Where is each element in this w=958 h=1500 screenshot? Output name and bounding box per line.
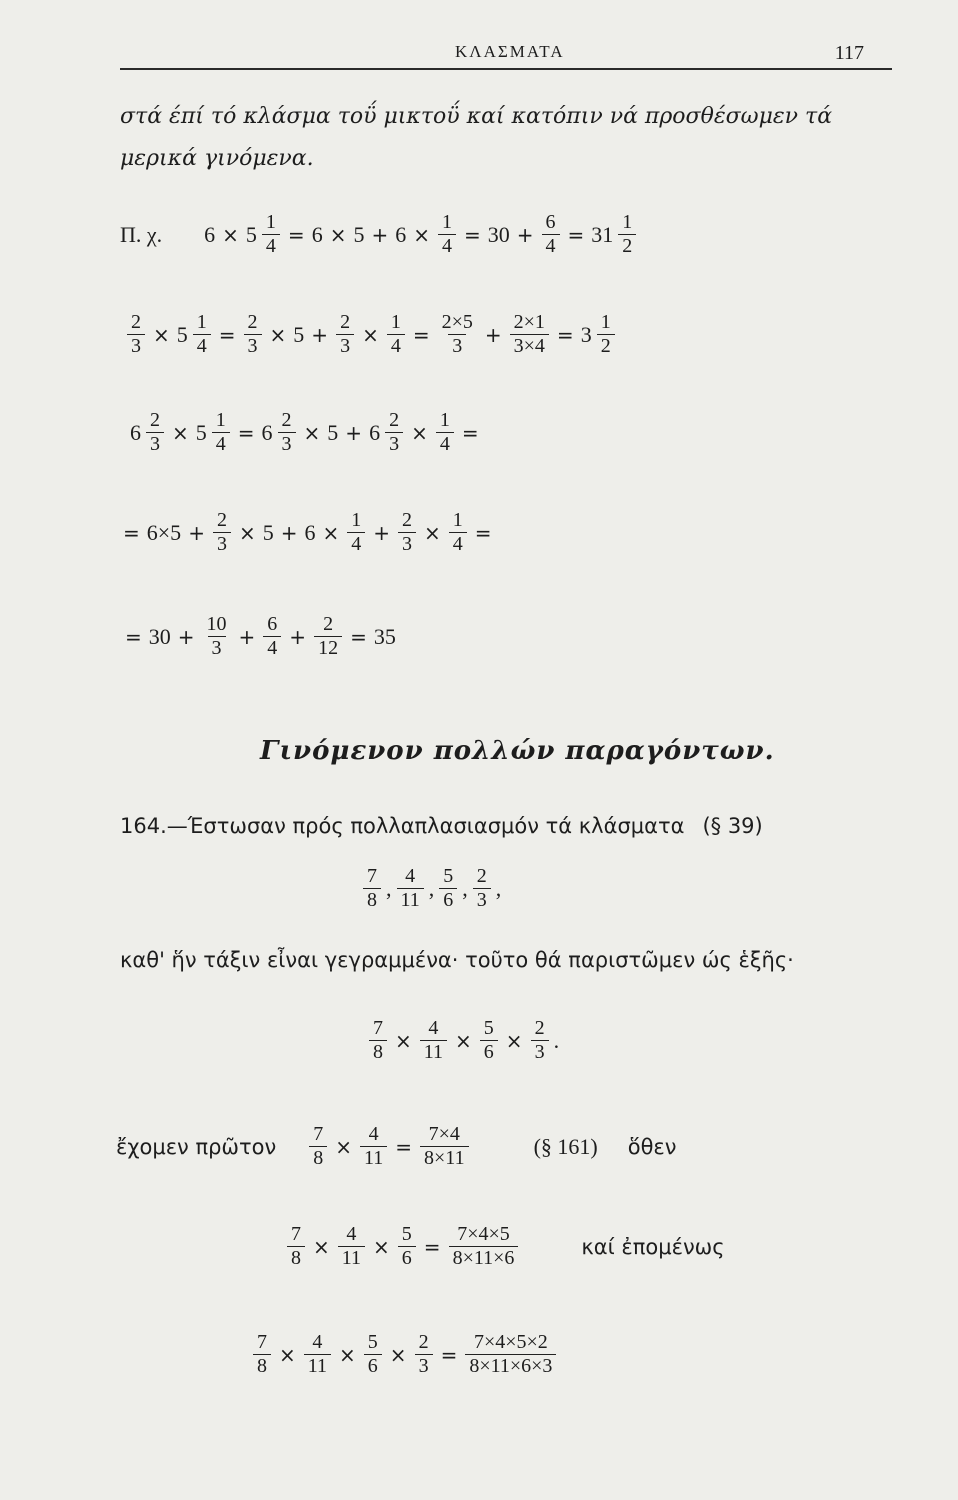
fraction [436,410,454,455]
numerator: 2×1 [513,311,545,333]
fraction [203,614,231,659]
number: 6 [311,221,323,247]
numerator: 7 [257,1331,267,1353]
denominator: 6 [439,888,457,911]
intro-line-2: μερικά γινόμενα. [120,146,314,171]
denominator: 4 [212,432,230,455]
number: 6 [204,221,216,247]
equals-sign: = [423,1234,441,1259]
equals-sign: = [556,322,574,347]
first-step [116,1124,677,1169]
denominator: 6 [398,1246,416,1269]
times-sign: × [313,1234,330,1259]
fraction [244,312,262,357]
denominator: 8 [253,1354,271,1377]
fraction [369,1018,387,1063]
times-sign: × [172,420,189,445]
hence-word: ὅθεν [627,1134,677,1159]
fraction [287,1224,305,1269]
numerator: 1 [351,509,362,531]
fraction [618,212,636,257]
numerator: 2 [418,1331,429,1353]
numerator: 1 [600,311,611,333]
equals-sign: = [440,1342,458,1367]
numerator: 1 [215,409,226,431]
fraction-list [360,866,503,911]
fraction [473,866,491,911]
denominator: 8 [369,1040,387,1063]
fraction [193,312,211,357]
denominator: 2 [618,234,636,257]
denominator: 11 [420,1040,447,1063]
fraction [438,212,456,257]
numerator: 5 [401,1223,412,1245]
denominator: 8×11×6 [449,1246,519,1269]
section-reference: (§ 39) [702,814,763,838]
denominator: 3 [278,432,296,455]
numerator: 4 [405,865,416,887]
numerator: 4 [312,1331,323,1353]
denominator: 3 [213,532,231,555]
fraction [510,312,549,357]
equation-4 [118,510,497,555]
fraction [363,866,381,911]
number: 35 [373,623,396,649]
times-sign: × [389,1342,407,1367]
fraction [263,614,281,659]
denominator: 4 [263,636,281,659]
denominator: 6 [364,1354,382,1377]
denominator: 3 [127,334,145,357]
numerator: 2 [340,311,351,333]
plus-sign: + [238,624,256,649]
equals-sign: = [287,222,305,247]
denominator: 8×11×6×3 [465,1354,556,1377]
times-sign: × [339,1342,356,1367]
denominator: 11 [397,888,424,911]
numerator: 1 [622,211,633,233]
times-sign: × [303,420,321,445]
number: 6 [369,419,381,445]
denominator: 8×11 [420,1146,469,1169]
number: 5 [245,221,257,247]
equals-sign: = [237,420,255,445]
fraction [465,1332,556,1377]
period: . [553,1027,560,1053]
comma: , [428,875,435,901]
equation-2 [124,312,618,357]
fraction [360,1124,387,1169]
plus-sign: + [516,222,534,247]
times-sign: × [505,1028,523,1053]
fraction [212,410,230,455]
fraction [314,614,342,659]
times-sign: × [373,1234,390,1259]
equals-sign: = [125,624,142,649]
numerator: 4 [346,1223,357,1245]
section-reference: (§ 161) [533,1133,598,1159]
number: 5 [262,519,274,545]
denominator: 4 [542,234,560,257]
fraction [398,510,416,555]
page-number: 117 [834,42,864,64]
sentence-2: καθ' ἥν τάξιν εἶναι γεγραμμένα· τοῦτο θά παριστῶμεν ώς ἑξῆς· [120,948,794,972]
fraction [127,312,145,357]
denominator: 3 [531,1040,549,1063]
equals-sign: = [123,520,140,545]
number: 30 [487,221,510,247]
denominator: 3×4 [510,334,549,357]
times-sign: × [269,322,287,347]
times-sign: × [279,1342,296,1367]
fraction [397,866,424,911]
comma: , [386,875,392,901]
times-sign: × [455,1028,472,1053]
numerator: 2 [281,409,292,431]
numerator: 6 [545,211,556,233]
numerator: 1 [439,409,450,431]
equals-sign: = [350,624,367,649]
denominator: 12 [314,636,342,659]
term: 6×5 [146,519,182,545]
fraction [146,410,164,455]
comma: , [462,875,468,901]
numerator: 2 [216,509,227,531]
numerator: 1 [196,311,207,333]
fraction [309,1124,327,1169]
denominator: 4 [387,334,405,357]
number: 6 [130,419,141,445]
number: 6 [261,419,273,445]
times-sign: × [335,1134,352,1159]
numerator: 7×4×5 [457,1223,510,1245]
denominator: 4 [436,432,454,455]
denominator: 4 [449,532,467,555]
numerator: 2 [247,311,258,333]
fraction [480,1018,498,1063]
plus-sign: + [373,520,391,545]
numerator: 1 [265,211,276,233]
numerator: 2 [131,311,141,333]
numerator: 1 [452,509,463,531]
second-step [284,1224,725,1269]
equals-sign: = [474,520,492,545]
times-sign: × [395,1028,412,1053]
fraction [438,312,477,357]
fraction [336,312,354,357]
comma: , [495,875,502,901]
denominator: 2 [597,334,615,357]
numerator: 5 [367,1331,378,1353]
denominator: 3 [398,532,416,555]
denominator: 3 [385,432,403,455]
fraction [597,312,615,357]
times-sign: × [329,222,347,247]
plus-sign: + [280,520,298,545]
numerator: 6 [267,613,278,635]
third-step [250,1332,559,1377]
times-sign: × [411,420,428,445]
denominator: 11 [360,1146,387,1169]
number: 5 [293,321,305,347]
fraction [387,312,405,357]
plus-sign: + [345,420,363,445]
fraction [364,1332,382,1377]
step-label: ἔχομεν πρῶτον [116,1134,277,1159]
numerator: 5 [483,1017,494,1039]
times-sign: × [413,222,430,247]
number: 6 [304,519,316,545]
times-sign: × [424,520,441,545]
paragraph-164 [120,814,763,838]
fraction [531,1018,549,1063]
fraction [420,1018,447,1063]
number: 3 [580,321,592,347]
denominator: 4 [347,532,365,555]
numerator: 10 [206,613,227,635]
denominator: 4 [193,334,211,357]
plus-sign: + [371,222,389,247]
denominator: 3 [448,334,466,357]
consequently-text: καί ἐπομένως [581,1234,725,1259]
equals-sign: = [461,420,479,445]
fraction [542,212,560,257]
section-heading: Γινόμενον πολλών παραγόντων. [260,736,775,766]
numerator: 7 [291,1223,301,1245]
number: 5 [327,419,339,445]
numerator: 2 [402,509,413,531]
plus-sign: + [311,322,329,347]
denominator: 8 [309,1146,327,1169]
fraction [439,866,457,911]
numerator: 2 [534,1017,545,1039]
fraction [398,1224,416,1269]
numerator: 2 [389,409,400,431]
denominator: 8 [363,888,381,911]
fraction [385,410,403,455]
number: 5 [176,321,188,347]
numerator: 2×5 [441,311,473,333]
number: 5 [353,221,365,247]
denominator: 3 [244,334,262,357]
number: 30 [148,623,171,649]
number: 6 [395,221,407,247]
denominator: 3 [415,1354,433,1377]
equation-5 [120,614,398,659]
plus-sign: + [177,624,195,649]
product-expression [366,1018,561,1063]
numerator: 5 [443,865,454,887]
plus-sign: + [484,322,502,347]
denominator: 3 [208,636,226,659]
header-rule [120,68,892,70]
equals-sign: = [218,322,236,347]
fraction [253,1332,271,1377]
paragraph-text: —Έστωσαν πρός πολλαπλασιασμόν τά κλάσματα [166,814,685,838]
number: 31 [591,221,614,247]
fraction [449,1224,519,1269]
intro-line-1: στά έπί τό κλάσμα τοΰ μικτοΰ καί κατόπιν νά προσθέσωμεν τά [120,104,833,129]
numerator: 7 [373,1017,383,1039]
page-header [120,38,892,72]
denominator: 3 [146,432,164,455]
example-prefix: Π. χ. [120,221,163,247]
fraction [262,212,280,257]
fraction [415,1332,433,1377]
fraction [278,410,296,455]
denominator: 3 [336,334,354,357]
denominator: 4 [262,234,280,257]
numerator: 2 [323,613,334,635]
times-sign: × [238,520,256,545]
times-sign: × [153,322,170,347]
running-title: ΚΛΑΣΜΑΤΑ [455,42,565,61]
fraction [213,510,231,555]
paragraph-number: 164. [120,814,167,838]
numerator: 1 [441,211,452,233]
equation-3 [128,410,484,455]
times-sign: × [322,520,340,545]
plus-sign: + [188,520,205,545]
numerator: 4 [428,1017,439,1039]
equals-sign: = [412,322,430,347]
denominator: 6 [480,1040,498,1063]
plus-sign: + [289,624,307,649]
fraction [420,1124,469,1169]
numerator: 2 [150,409,160,431]
numerator: 2 [476,865,487,887]
fraction [304,1332,331,1377]
times-sign: × [222,222,239,247]
numerator: 7 [367,865,377,887]
denominator: 3 [473,888,491,911]
denominator: 11 [304,1354,331,1377]
times-sign: × [362,322,379,347]
fraction [347,510,365,555]
denominator: 11 [338,1246,365,1269]
denominator: 8 [287,1246,305,1269]
equals-sign: = [567,222,585,247]
denominator: 4 [438,234,456,257]
equation-1 [118,212,639,257]
numerator: 4 [368,1123,379,1145]
numerator: 7 [313,1123,324,1145]
numerator: 1 [390,311,401,333]
equals-sign: = [463,222,481,247]
equals-sign: = [395,1134,413,1159]
numerator: 7×4 [428,1123,460,1145]
fraction [338,1224,365,1269]
number: 5 [195,419,207,445]
fraction [449,510,467,555]
numerator: 7×4×5×2 [473,1331,548,1353]
